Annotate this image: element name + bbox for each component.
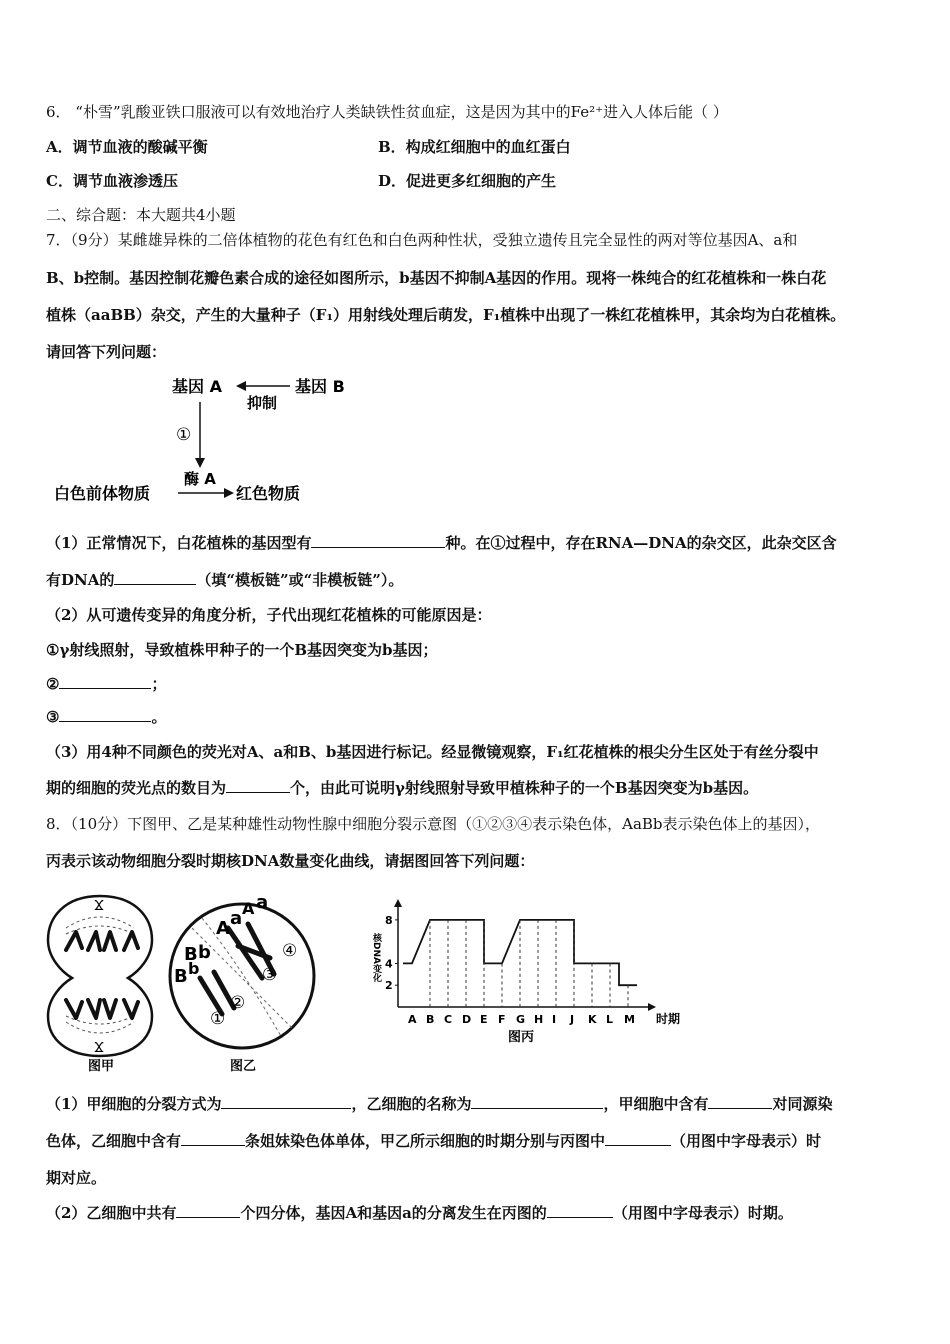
chromosome-4-label: ④ bbox=[282, 941, 298, 961]
product-label: 红色物质 bbox=[236, 484, 301, 503]
answer-blank[interactable] bbox=[181, 1131, 245, 1146]
q7-line3: 植株（aaBB）杂交，产生的大量种子（F₁）用射线处理后萌发，F₁植株中出现了一株红花植株甲，其余均为白花植株。 bbox=[46, 306, 846, 324]
q8-part1-line1: （1）甲细胞的分裂方式为 ，乙细胞的名称为 ，甲细胞中含有 对同源染 bbox=[46, 1095, 833, 1113]
gene-a-label: 基因 A bbox=[172, 377, 222, 396]
section-heading: 二、综合题：本大题共4小题 bbox=[46, 206, 236, 224]
x-tick-label: F bbox=[498, 1013, 506, 1026]
gene-big-a-label: A bbox=[216, 918, 230, 939]
q7-part2-reason3: ③ 。 bbox=[46, 708, 167, 726]
inhibit-label: 抑制 bbox=[247, 394, 278, 412]
answer-blank[interactable] bbox=[59, 707, 151, 722]
x-tick-label: L bbox=[606, 1013, 614, 1026]
chromosome-set-bottom bbox=[66, 1000, 138, 1018]
x-tick-label: I bbox=[552, 1013, 557, 1026]
y-tick-label: 4 bbox=[385, 957, 393, 971]
y-tick-label: 8 bbox=[385, 913, 393, 927]
x-tick-label: M bbox=[624, 1013, 635, 1026]
q7-part2-reason2: ② ； bbox=[46, 675, 167, 693]
q8-line1: 8．（10分）下图甲、乙是某种雄性动物性腺中细胞分裂示意图（①②③④表示染色体，AaBb表示染色体上的基因）， bbox=[46, 815, 821, 833]
y-axis-label: 核DNA变化 bbox=[371, 933, 381, 982]
q7-line4: 请回答下列问题： bbox=[46, 343, 167, 361]
answer-blank[interactable] bbox=[59, 674, 151, 689]
gene-small-b-label: b bbox=[198, 942, 211, 963]
expression-arrowhead bbox=[195, 458, 205, 468]
centriole-bottom-icon: Ϫ bbox=[94, 1041, 104, 1056]
q6-stem: 6． “朴雪”乳酸亚铁口服液可以有效地治疗人类缺铁性贫血症，这是因为其中的Fe²⁺进入人体后能（ ） bbox=[46, 103, 728, 121]
figure-jia-cell bbox=[44, 888, 156, 1074]
q7-line2: B、b控制。基因控制花瓣色素合成的途径如图所示，b基因不抑制A基因的作用。现将一株纯合的红花植株和一株白花 bbox=[46, 269, 827, 287]
answer-blank[interactable] bbox=[605, 1131, 671, 1146]
figure-yi-caption: 图乙 bbox=[230, 1059, 257, 1074]
figure-yi-cell bbox=[162, 888, 330, 1074]
x-tick-label: K bbox=[588, 1013, 597, 1026]
gene-small-a-label: a bbox=[230, 908, 243, 929]
answer-blank[interactable] bbox=[471, 1094, 603, 1109]
q6-option-d: D．促进更多红细胞的产生 bbox=[378, 172, 557, 190]
x-tick-label: E bbox=[480, 1013, 488, 1026]
q7-part3-line1: （3）用4种不同颜色的荧光对A、a和B、b基因进行标记。经显微镜观察，F₁红花植株的根尖分生区处于有丝分裂中 bbox=[46, 743, 819, 761]
y-tick-label: 2 bbox=[385, 979, 393, 993]
gene-big-a-label-2: A bbox=[242, 899, 255, 918]
chromosome-pair-lower bbox=[200, 972, 234, 1014]
q8-part1-line3: 期对应。 bbox=[46, 1169, 107, 1187]
x-tick-label: J bbox=[570, 1013, 575, 1026]
gene-big-b-label-2: B bbox=[174, 966, 188, 987]
q6-option-b: B．构成红细胞中的血红蛋白 bbox=[378, 138, 571, 156]
q8-part1-line2: 色体，乙细胞中含有 条姐妹染色体单体，甲乙所示细胞的时期分别与丙图中 （用图中字母表示）时 bbox=[46, 1132, 822, 1150]
x-tick-label: A bbox=[408, 1013, 417, 1026]
x-tick-label: D bbox=[462, 1013, 472, 1026]
chromosome-3-label: ③ bbox=[262, 965, 278, 985]
q7-part2: （2）从可遗传变异的角度分析，子代出现红花植株的可能原因是： bbox=[46, 606, 492, 624]
gene-b-label: 基因 B bbox=[295, 377, 345, 396]
chromosome-set-top bbox=[66, 932, 138, 950]
centriole-top-icon: Ϫ bbox=[94, 899, 104, 914]
answer-blank[interactable] bbox=[221, 1094, 351, 1109]
gene-pathway-diagram bbox=[50, 370, 370, 510]
enzyme-label: 酶 A bbox=[184, 470, 216, 488]
q7-line1: 7．（9分）某雌雄异株的二倍体植物的花色有红色和白色两种性状，受独立遗传且完全显性的两对等位基因A、a和 bbox=[46, 231, 798, 249]
dividing-cell-outline bbox=[48, 896, 152, 1056]
q8-part2: （2）乙细胞中共有 个四分体，基因A和基因a的分离发生在丙图的 （用图中字母表示）时期。 bbox=[46, 1204, 793, 1222]
q7-part1-line1: （1）正常情况下，白花植株的基因型有 种。在①过程中，存在RNA—DNA的杂交区，此杂交区含 bbox=[46, 534, 837, 552]
q7-part1-line2: 有DNA的 （填“模板链”或“非模板链”）。 bbox=[46, 571, 404, 589]
x-tick-label: G bbox=[516, 1013, 526, 1026]
answer-blank[interactable] bbox=[114, 570, 196, 585]
q8-line2: 丙表示该动物细胞分裂时期核DNA数量变化曲线，请据图回答下列问题： bbox=[46, 852, 535, 870]
answer-blank[interactable] bbox=[176, 1203, 240, 1218]
figure-jia-caption: 图甲 bbox=[88, 1059, 115, 1074]
answer-blank[interactable] bbox=[547, 1203, 613, 1218]
chromosome-2-label: ② bbox=[230, 993, 246, 1013]
reaction-arrowhead bbox=[224, 488, 234, 498]
chromosome-1-label: ① bbox=[210, 1009, 226, 1029]
y-axis-arrowhead bbox=[394, 899, 402, 907]
q7-part2-reason1: ①γ射线照射，导致植株甲种子的一个B基因突变为b基因； bbox=[46, 641, 438, 659]
q7-part3-line2: 期的细胞的荧光点的数目为 个，由此可说明γ射线照射导致甲植株种子的一个B基因突变为b基因。 bbox=[46, 779, 759, 797]
x-tick-label: B bbox=[426, 1013, 435, 1026]
step-one-label: ① bbox=[176, 425, 192, 445]
answer-blank[interactable] bbox=[708, 1094, 772, 1109]
inhibit-arrowhead bbox=[236, 381, 246, 391]
q6-option-c: C．调节血液渗透压 bbox=[46, 172, 178, 190]
q6-option-a: A．调节血液的酸碱平衡 bbox=[46, 138, 208, 156]
gene-big-b-label: B bbox=[184, 944, 198, 965]
chart-marks bbox=[385, 914, 637, 1026]
precursor-label: 白色前体物质 bbox=[54, 484, 151, 503]
gene-small-a-label-2: a bbox=[256, 892, 269, 913]
answer-blank[interactable] bbox=[311, 533, 445, 548]
x-axis-arrowhead bbox=[648, 1003, 656, 1011]
gene-small-b-label-2: b bbox=[188, 959, 200, 978]
x-axis-label: 时期 bbox=[656, 1012, 681, 1026]
dna-change-chart bbox=[350, 895, 700, 1050]
x-tick-label: H bbox=[534, 1013, 544, 1026]
answer-blank[interactable] bbox=[226, 778, 290, 793]
chart-title: 图丙 bbox=[508, 1030, 535, 1045]
x-tick-label: C bbox=[444, 1013, 453, 1026]
